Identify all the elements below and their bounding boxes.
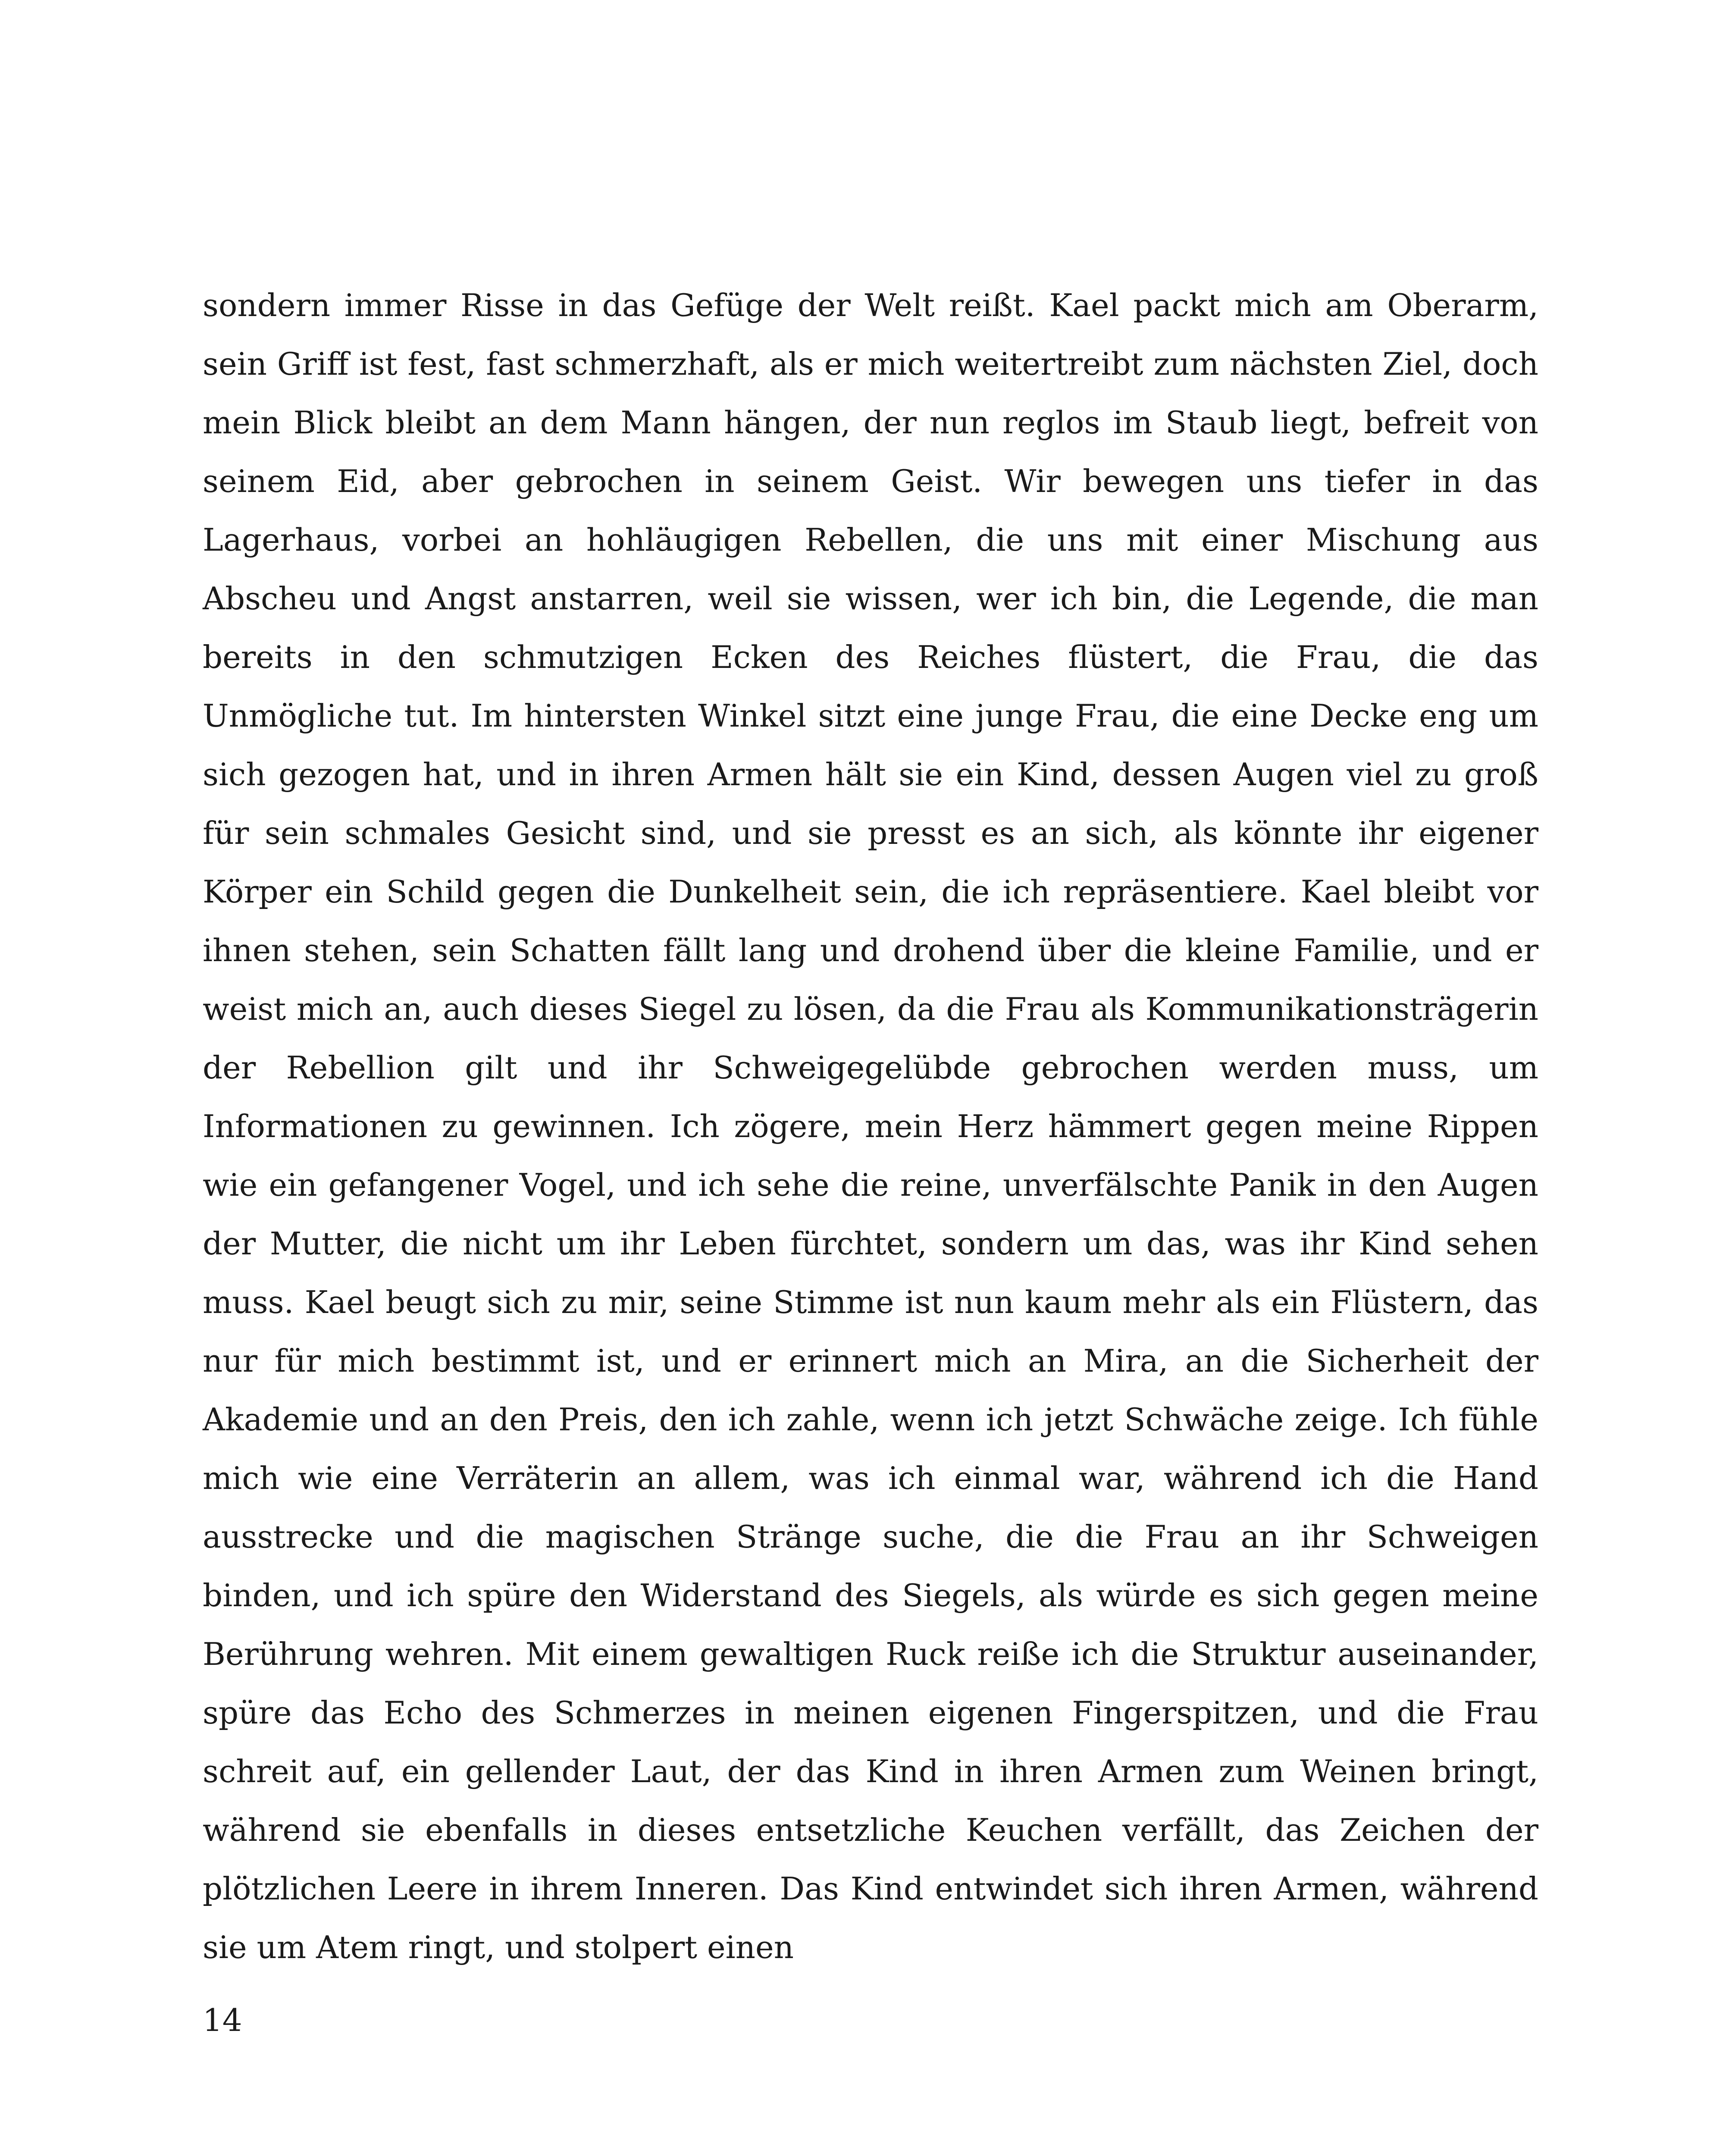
body-paragraph: sondern immer Risse in das Gefüge der Welt reißt. Kael packt mich am Oberarm, sein Griff ist fest, fast schmerzhaft, als er mich weitertreibt zum nächsten Ziel, doch mein Blick bleibt an dem Mann hängen, der nun reglos im Staub liegt, befreit von seinem Eid, aber gebrochen in seinem Geist. Wir bewegen uns tiefer in das Lagerhaus, vorbei an hohläugigen Rebellen, die uns mit einer Mischung aus Abscheu und Angst anstarren, weil sie wissen, wer ich bin, die Legende, die man bereits in den schmutzigen Ecken des Reiches flüstert, die Frau, die das Unmögliche tut. Im hintersten Winkel sitzt eine junge Frau, die eine Decke eng um sich gezogen hat, und in ihren Armen hält sie ein Kind, dessen Augen viel zu groß für sein schmales Gesicht sind, und sie presst es an sich, als könnte ihr eigener Körper ein Schild gegen die Dunkelheit sein, die ich repräsentiere. Kael bleibt vor ihnen stehen, sein Schatten fällt lang und drohend über die kleine Familie, und er weist mich an, auch dieses Siegel zu lösen, da die Frau als Kommunikationsträgerin der Rebellion gilt und ihr Schweigegelübde gebrochen werden muss, um Informationen zu gewinnen. Ich zögere, mein Herz hämmert gegen meine Rippen wie ein gefangener Vogel, und ich sehe die reine, unverfälschte Panik in den Augen der Mutter, die nicht um ihr Leben fürchtet, sondern um das, was ihr Kind sehen muss. Kael beugt sich zu mir, seine Stimme ist nun kaum mehr als ein Flüstern, das nur für mich bestimmt ist, und er erinnert mich an Mira, an die Sicherheit der Akademie und an den Preis, den ich zahle, wenn ich jetzt Schwäche zeige. Ich fühle mich wie eine Verräterin an allem, was ich einmal war, während ich die Hand ausstrecke und die magischen Stränge suche, die die Frau an ihr Schweigen binden, und ich spüre den Widerstand des Siegels, als würde es sich gegen meine Berührung wehren. Mit einem gewaltigen Ruck reiße ich die Struktur auseinander, spüre das Echo des Schmerzes in meinen eigenen Fingerspitzen, und die Frau schreit auf, ein gellender Laut, der das Kind in ihren Armen zum Weinen bringt, während sie ebenfalls in dieses entsetzliche Keuchen verfällt, das Zeichen der plötzlichen Leere in ihrem Inneren. Das Kind entwindet sich ihren Armen, während sie um Atem ringt, und stolpert einen (203, 287, 1538, 1965)
page-number: 14 (203, 2002, 242, 2038)
